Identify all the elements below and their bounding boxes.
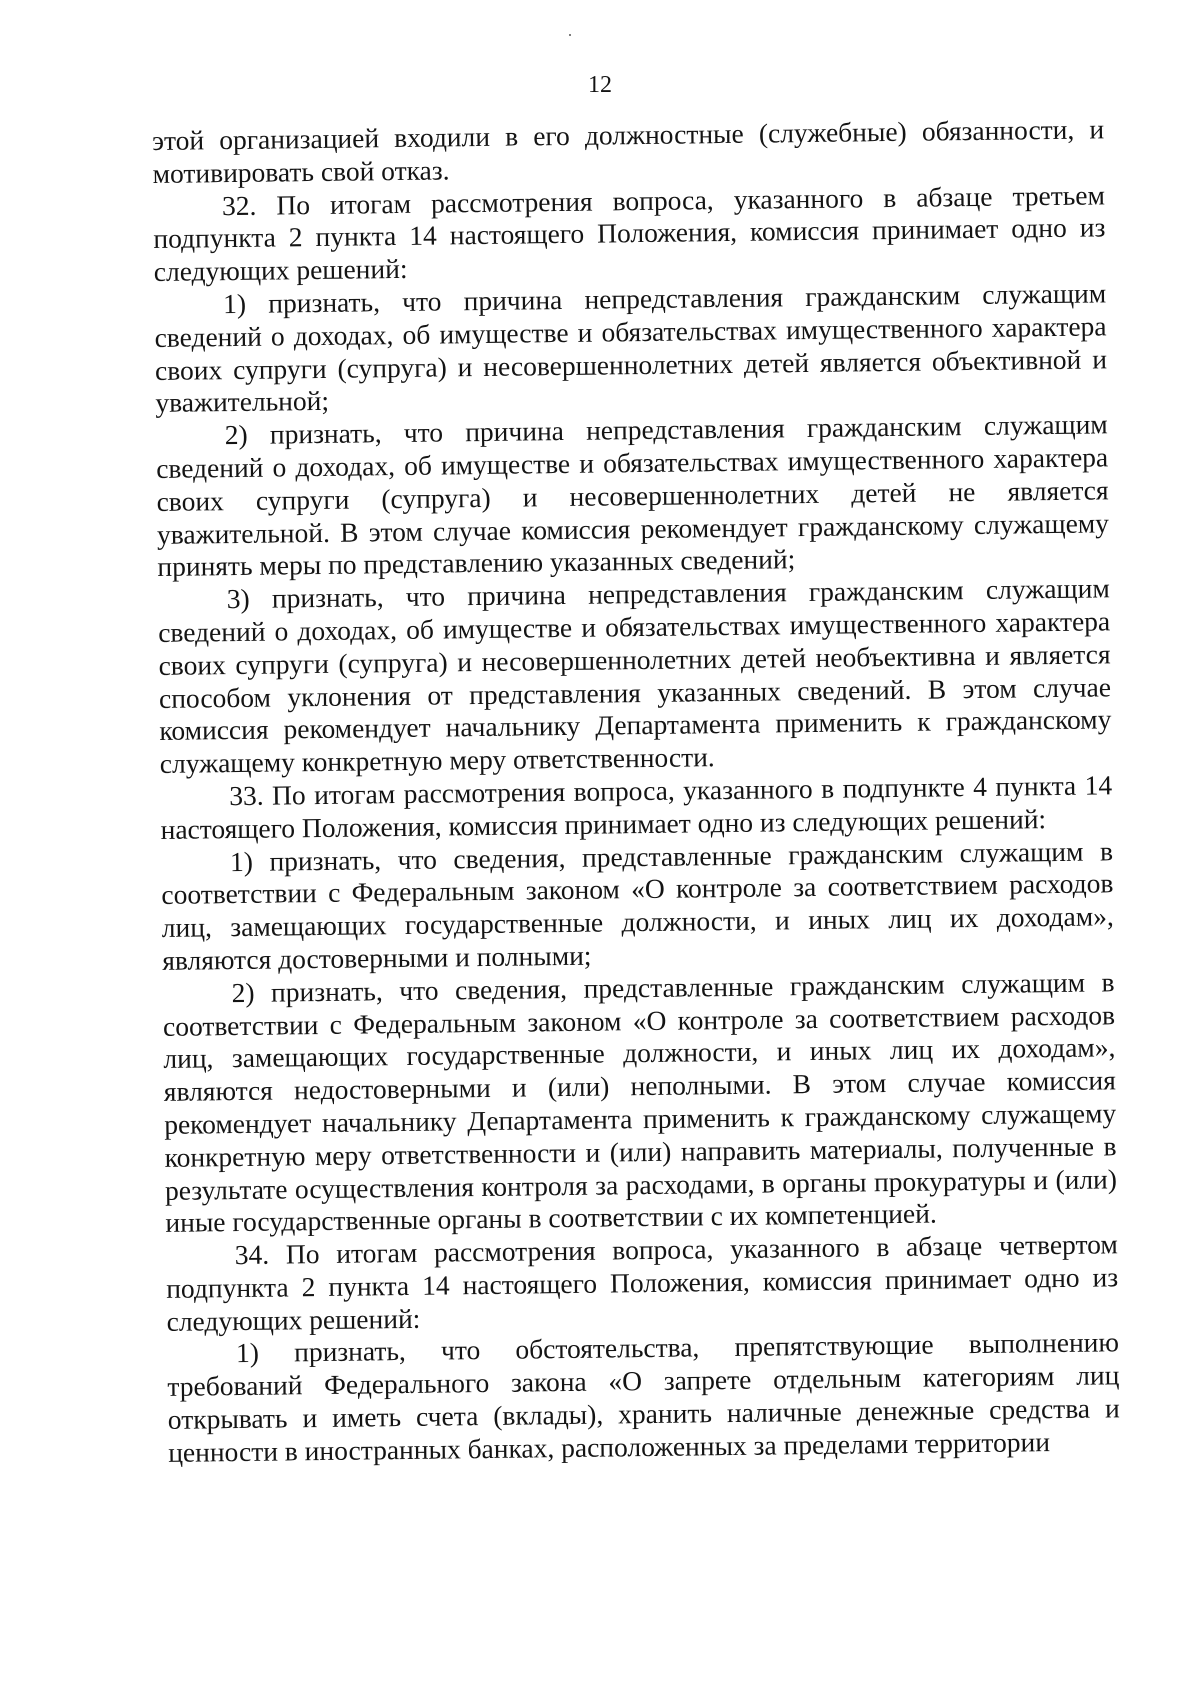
- paragraph-continuation: этой организацией входили в его должностные (служебные) обязанности, и мотивировать свой отказ.: [152, 113, 1105, 189]
- paragraph-33-item-1: 1) признать, что сведения, представленные гражданским служащим в соответствии с Федеральным законом «О контроле за соответствием расходов лиц, замещающих государственные должности, и иных лиц их доходам», являются достоверными и полными;: [161, 834, 1114, 976]
- paragraph-32: 32. По итогам рассмотрения вопроса, указанного в абзаце третьем подпункта 2 пункта 14 настоящего Положения, комиссия принимает одно из следующих решений:: [153, 178, 1106, 288]
- paragraph-32-item-3: 3) признать, что причина непредставления гражданским служащим сведений о доходах, об имуществе и обязательствах имущественного характера своих супруги (супруга) и несовершеннолетних детей необъективна и является способом уклонения от представления указанных сведений. В этом случае комиссия рекомендует начальнику Департамента применить к гражданскому служащему конкретную меру ответственности.: [158, 572, 1112, 780]
- document-body: [152, 113, 1120, 1469]
- paragraph-32-item-2: 2) признать, что причина непредставления гражданским служащим сведений о доходах, об имуществе и обязательствах имущественного характера своих супруги (супруга) и несовершеннолетних детей не является уважительной. В этом случае комиссия рекомендует гражданскому служащему принять меры по представлению указанных сведений;: [156, 408, 1110, 583]
- paragraph-32-item-1: 1) признать, что причина непредставления гражданским служащим сведений о доходах, об имуществе и обязательствах имущественного характера своих супруги (супруга) и несовершеннолетних детей является объективной и уважительной;: [154, 277, 1108, 419]
- scan-speck: [569, 34, 571, 36]
- paragraph-33: 33. По итогам рассмотрения вопроса, указанного в подпункте 4 пункта 14 настоящего Положения, комиссия принимает одно из следующих решений:: [160, 769, 1113, 845]
- paragraph-34: 34. По итогам рассмотрения вопроса, указанного в абзаце четвертом подпункта 2 пункта 14 настоящего Положения, комиссия принимает одно из следующих решений:: [166, 1228, 1119, 1337]
- paragraph-33-item-2: 2) признать, что сведения, представленные гражданским служащим в соответствии с Федеральным законом «О контроле за соответствием расходов лиц, замещающих государственные должности, и иных лиц их доходам», являются недостоверными и (или) неполными. В этом случае комиссия рекомендует начальнику Департамента применить к гражданскому служащему конкретную меру ответственности и (или) направить материалы, полученные в результате осуществления контроля за расходами, в органы прокуратуры и (или) иные государственные органы в соответствии с их компетенцией.: [162, 966, 1118, 1239]
- page-number: 12: [588, 72, 612, 98]
- paragraph-34-item-1: 1) признать, что обстоятельства, препятствующие выполнению требований Федерального закона «О запрете отдельным категориям лиц открывать и иметь счета (вклады), хранить наличные денежные средства и ценности в иностранных банках, расположенных за пределами территории: [167, 1326, 1120, 1468]
